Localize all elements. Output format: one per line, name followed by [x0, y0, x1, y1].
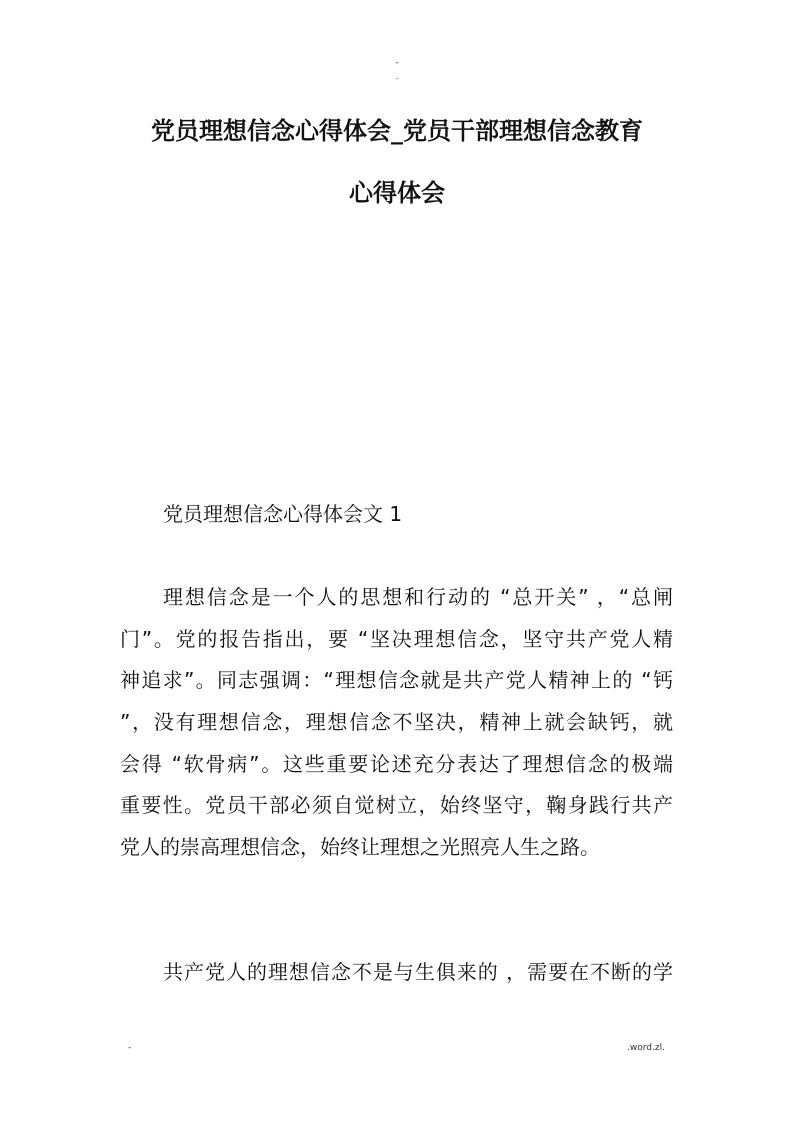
header-mark-bottom: . [395, 72, 399, 82]
paragraph-1-line-4: ”，没有理想信念，理想信念不坚决，精神上就会缺钙，就 [120, 710, 673, 734]
footer-left-mark: - [128, 1043, 132, 1053]
footer-right-mark: .word.zl. [627, 1043, 665, 1053]
paragraph-1-line-7: 党人的崇高理想信念，始终让理想之光照亮人生之路。 [120, 835, 600, 859]
paragraph-1-line-1: 理想信念是一个人的思想和行动的 “总开关” ，“总闸 [163, 585, 673, 609]
header-mark-top: - [395, 58, 399, 68]
paragraph-1-line-5: 会得 “软骨病”。这些重要论述充分表达了理想信念的极端 [120, 752, 673, 776]
paragraph-2-line-1: 共产党人的理想信念不是与生俱来的 ，需要在不断的学 [163, 960, 673, 984]
section-heading: 党员理想信念心得体会文 1 [163, 502, 403, 526]
document-title-line-1: 党员理想信念心得体会_党员干部理想信念教育 [151, 117, 643, 145]
paragraph-1-line-3: 神追求”。同志强调：“理想信念就是共产党人精神上的 “钙 [120, 668, 673, 692]
paragraph-1-line-2: 门”。党的报告指出，要 “坚决理想信念，坚守共产党人精 [120, 627, 673, 651]
document-title-line-2: 心得体会 [349, 179, 445, 207]
paragraph-1-line-6: 重要性。党员干部必须自觉树立，始终坚守，鞠身践行共产 [120, 793, 673, 817]
